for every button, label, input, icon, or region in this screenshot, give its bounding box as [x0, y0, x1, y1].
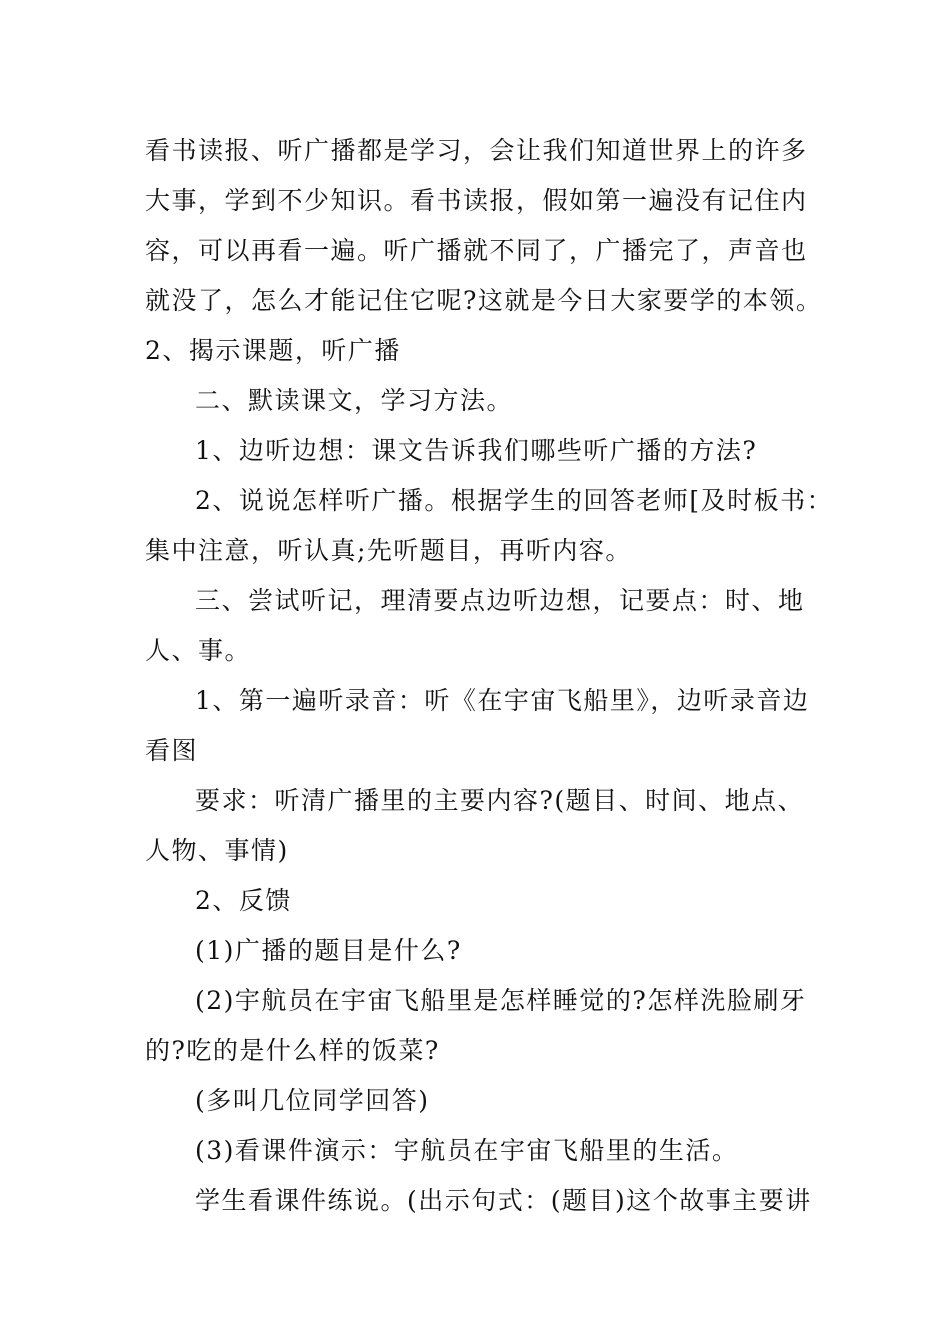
question-3: (3)看课件演示：宇航员在宇宙飞船里的生活。	[195, 1136, 739, 1165]
question-2-cont: 的?吃的是什么样的饭菜?	[145, 1036, 440, 1065]
step-talk-about-listening-cont: 集中注意，听认真;先听题目，再听内容。	[145, 536, 632, 565]
note-multiple-students: (多叫几位同学回答)	[195, 1086, 430, 1115]
step-listen-think: 1、边听边想：课文告诉我们哪些听广播的方法?	[195, 436, 758, 465]
step-first-listening: 1、第一遍听录音：听《在宇宙飞船里》，边听录音边	[195, 686, 810, 715]
section-heading-try-listening: 三、尝试听记，理清要点边听边想，记要点：时、地	[195, 586, 805, 615]
practice-line: 学生看课件练说。(出示句式：(题目)这个故事主要讲	[195, 1186, 812, 1215]
step-feedback: 2、反馈	[195, 886, 292, 915]
section-heading-reveal-title: 2、揭示课题，听广播	[145, 336, 401, 365]
paragraph-line-3: 容，可以再看一遍。听广播就不同了，广播完了，声音也	[145, 236, 808, 265]
requirement-line-cont: 人物、事情)	[145, 836, 289, 865]
step-talk-about-listening: 2、说说怎样听广播。根据学生的回答老师[及时板书：	[195, 486, 834, 515]
requirement-line: 要求：听清广播里的主要内容?(题目、时间、地点、	[195, 786, 805, 815]
paragraph-line-2: 大事，学到不少知识。看书读报，假如第一遍没有记住内	[145, 186, 808, 215]
question-2: (2)宇航员在宇宙飞船里是怎样睡觉的?怎样洗脸刷牙	[195, 986, 807, 1015]
paragraph-line-4: 就没了，怎么才能记住它呢?这就是今日大家要学的本领。	[145, 286, 823, 315]
step-first-listening-cont: 看图	[145, 736, 199, 765]
section-heading-try-listening-cont: 人、事。	[145, 636, 252, 665]
question-1: (1)广播的题目是什么?	[195, 936, 462, 965]
section-heading-silent-reading: 二、默读课文，学习方法。	[195, 386, 514, 415]
paragraph-line-1: 看书读报、听广播都是学习，会让我们知道世界上的许多	[145, 136, 808, 165]
